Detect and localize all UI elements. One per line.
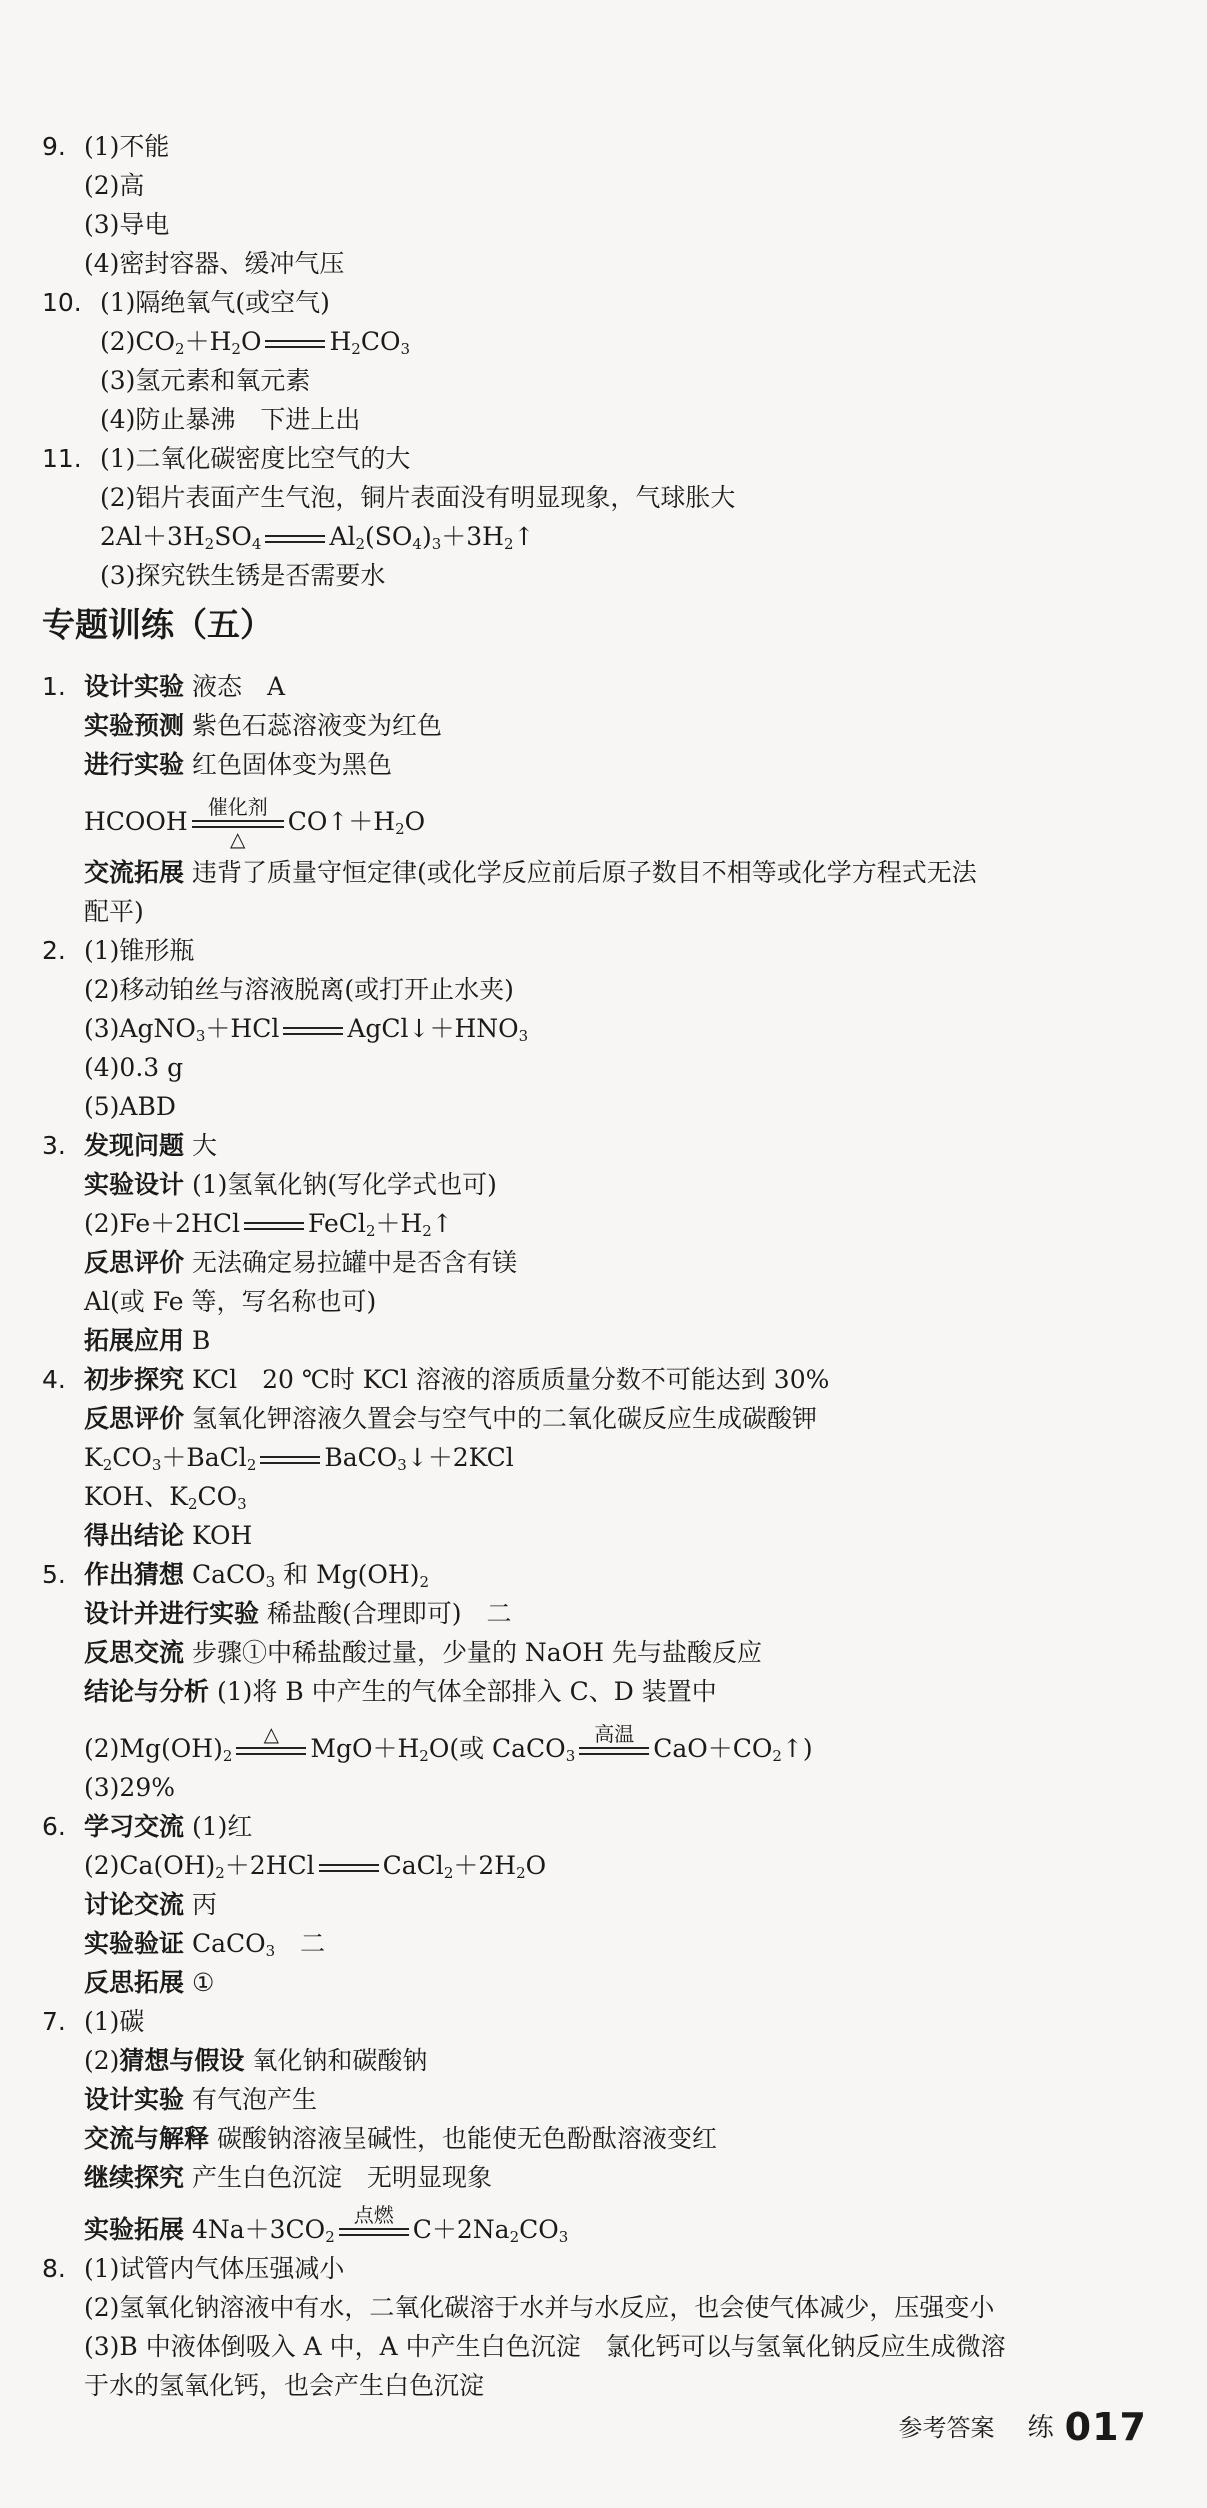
answer-keyword: 设计实验 xyxy=(84,672,185,701)
answer-keyword: 作出猜想 xyxy=(84,1560,185,1589)
answer-line: 设计实验 液态 A xyxy=(84,672,286,701)
answer-line: Al(或 Fe 等，写名称也可) xyxy=(84,1287,377,1316)
equation-line: $2Al+3H_2SO_4$ $Al_2(SO_4)_3+3H_2↑$ xyxy=(100,522,535,553)
answer-keyword: 得出结论 xyxy=(84,1521,185,1550)
answer-keyword: 实验拓展 xyxy=(84,2215,185,2244)
answer-line: (3)29% xyxy=(84,1773,175,1802)
answer-keyword: 讨论交流 xyxy=(84,1890,185,1919)
answer-keyword: 继续探究 xyxy=(84,2163,185,2192)
answer-line: 配平) xyxy=(84,897,144,926)
answer-line: (1)试管内气体压强减小 xyxy=(84,2254,345,2283)
answer-line: 反思交流 步骤①中稀盐酸过量，少量的 NaOH 先与盐酸反应 xyxy=(84,1638,762,1667)
equation-line: 实验拓展 $4Na+3CO_2$ 点燃 $C+2Na_2CO_3$ xyxy=(84,2202,569,2246)
answer-line: 进行实验 红色固体变为黑色 xyxy=(84,750,392,779)
answer-line: 得出结论 KOH xyxy=(84,1521,253,1550)
equation-line: $(2)CO_2+H_2O$ $H_2CO_3$ xyxy=(100,327,410,358)
answer-line: (4)密封容器、缓冲气压 xyxy=(84,249,345,278)
answer-keyword: 拓展应用 xyxy=(84,1326,185,1355)
reaction-condition: 点燃 xyxy=(339,2228,409,2236)
question-number: 2. xyxy=(42,936,66,965)
question-number: 1. xyxy=(42,672,66,701)
answer-keyword: 设计实验 xyxy=(84,2085,185,2114)
answer-line: (1)不能 xyxy=(84,132,170,161)
answer-line: (4)防止暴沸 下进上出 xyxy=(100,405,361,434)
answer-line: 反思评价 无法确定易拉罐中是否含有镁 xyxy=(84,1248,517,1277)
equals-sign xyxy=(244,1222,304,1230)
answer-line: (2)铝片表面产生气泡，铜片表面没有明显现象，气球胀大 xyxy=(100,483,736,512)
answer-keyword: 进行实验 xyxy=(84,750,185,779)
answer-line: 学习交流 (1)红 xyxy=(84,1812,253,1841)
answer-line: 实验验证 CaCO$_3$ 二 xyxy=(84,1929,326,1960)
equation-line: $(2)Mg(OH)_2$ △ $MgO+H_2O$(或 CaCO$_3$ 高温 $CaO+CO_2↑$) xyxy=(84,1721,813,1765)
answer-keyword: 猜想与假设 xyxy=(119,2046,245,2075)
answer-line: (1)碳 xyxy=(84,2007,145,2036)
answer-line: 实验设计 (1)氢氧化钠(写化学式也可) xyxy=(84,1170,497,1199)
section-title: 专题训练（五） xyxy=(42,605,273,644)
answer-keyword: 设计并进行实验 xyxy=(84,1599,260,1628)
answer-line: (3)探究铁生锈是否需要水 xyxy=(100,561,386,590)
formula-line: KOH、$K_2CO_3$ xyxy=(84,1482,247,1513)
question-number: 7. xyxy=(42,2007,66,2036)
answer-keyword: 学习交流 xyxy=(84,1812,185,1841)
answer-line: 结论与分析 (1)将 B 中产生的气体全部排入 C、D 装置中 xyxy=(84,1677,717,1706)
footer-lian: 练 xyxy=(1027,2413,1054,2443)
answer-keyword: 实验验证 xyxy=(84,1929,185,1958)
answer-keyword: 结论与分析 xyxy=(84,1677,210,1706)
question-number: 6. xyxy=(42,1812,66,1841)
footer-label: 参考答案 xyxy=(898,2414,995,2442)
reaction-condition: 催化剂 △ xyxy=(192,820,284,828)
answer-line: 交流拓展 违背了质量守恒定律(或化学反应前后原子数目不相等或化学方程式无法 xyxy=(84,858,977,887)
answer-keyword: 反思评价 xyxy=(84,1404,185,1433)
answer-line: 设计并进行实验 稀盐酸(合理即可) 二 xyxy=(84,1599,512,1628)
answer-line: (2)高 xyxy=(84,171,145,200)
reaction-condition: 高温 xyxy=(579,1747,649,1755)
answer-line: 讨论交流 丙 xyxy=(84,1890,217,1919)
page-number: 017 xyxy=(1064,2405,1147,2449)
answer-keyword: 反思拓展 xyxy=(84,1968,185,1997)
equation-line: $K_2CO_3+BaCl_2$ BaCO$_3$↓＋2KCl xyxy=(84,1443,514,1474)
question-number: 4. xyxy=(42,1365,66,1394)
equation-line: (2)Fe＋2HCl $FeCl_2+H_2↑$ xyxy=(84,1209,453,1240)
question-number: 10. xyxy=(42,288,82,317)
equals-sign xyxy=(265,340,325,348)
answer-line: 交流与解释 碳酸钠溶液呈碱性，也能使无色酚酞溶液变红 xyxy=(84,2124,717,2153)
question-number: 9. xyxy=(42,132,66,161)
answer-keyword: 反思交流 xyxy=(84,1638,185,1667)
answer-line: (2)猜想与假设 氧化钠和碳酸钠 xyxy=(84,2046,428,2075)
answer-line: (3)导电 xyxy=(84,210,170,239)
question-number: 5. xyxy=(42,1560,66,1589)
answer-line: 拓展应用 B xyxy=(84,1326,211,1355)
answer-keyword: 反思评价 xyxy=(84,1248,185,1277)
answer-line: 继续探究 产生白色沉淀 无明显现象 xyxy=(84,2163,492,2192)
answer-line: (2)氢氧化钠溶液中有水，二氧化碳溶于水并与水反应，也会使气体减少，压强变小 xyxy=(84,2293,995,2322)
answer-line: 于水的氢氧化钙，也会产生白色沉淀 xyxy=(84,2371,485,2400)
answer-line: (3)氢元素和氧元素 xyxy=(100,366,311,395)
answer-line: (5)ABD xyxy=(84,1092,176,1121)
answer-keyword: 交流拓展 xyxy=(84,858,185,887)
equals-sign xyxy=(283,1027,343,1035)
answer-keyword: 初步探究 xyxy=(84,1365,185,1394)
answer-line: (1)锥形瓶 xyxy=(84,936,195,965)
answer-keyword: 交流与解释 xyxy=(84,2124,210,2153)
equation-line: HCOOH 催化剂 △ $CO↑+H_2O$ xyxy=(84,794,426,851)
answer-line: (2)移动铂丝与溶液脱离(或打开止水夹) xyxy=(84,975,514,1004)
answer-line: 初步探究 KCl 20 ℃时 KCl 溶液的溶质质量分数不可能达到 30% xyxy=(84,1365,830,1394)
answer-line: (1)二氧化碳密度比空气的大 xyxy=(100,444,411,473)
reaction-condition: △ xyxy=(236,1747,306,1755)
answer-line: 作出猜想 CaCO$_3$ 和 $Mg(OH)_2$ xyxy=(84,1560,430,1591)
equation-line: (3)AgNO$_3$＋HCl $AgCl↓+HNO_3$ xyxy=(84,1014,529,1045)
answer-line: (4)0.3 g xyxy=(84,1053,184,1082)
answer-keyword: 实验预测 xyxy=(84,711,185,740)
equals-sign xyxy=(319,1864,379,1872)
answer-line: 反思评价 氢氧化钾溶液久置会与空气中的二氧化碳反应生成碳酸钾 xyxy=(84,1404,817,1433)
equals-sign xyxy=(260,1456,320,1464)
answer-line: 设计实验 有气泡产生 xyxy=(84,2085,317,2114)
page-footer xyxy=(898,2405,1147,2449)
answer-line: (1)隔绝氧气(或空气) xyxy=(100,288,330,317)
answer-line: (3)B 中液体倒吸入 A 中，A 中产生白色沉淀 氯化钙可以与氢氧化钠反应生成微溶 xyxy=(84,2332,1006,2361)
question-number: 8. xyxy=(42,2254,66,2283)
answer-line: 发现问题 大 xyxy=(84,1131,217,1160)
answer-keyword: 发现问题 xyxy=(84,1131,185,1160)
equals-sign xyxy=(265,535,325,543)
question-number: 11. xyxy=(42,444,82,473)
answer-keyword: 实验设计 xyxy=(84,1170,185,1199)
question-number: 3. xyxy=(42,1131,66,1160)
answer-line: 实验预测 紫色石蕊溶液变为红色 xyxy=(84,711,442,740)
equation-line: $(2)Ca(OH)_2+2HCl$ $CaCl_2+2H_2O$ xyxy=(84,1851,547,1882)
answer-line: 反思拓展 ① xyxy=(84,1968,215,1997)
